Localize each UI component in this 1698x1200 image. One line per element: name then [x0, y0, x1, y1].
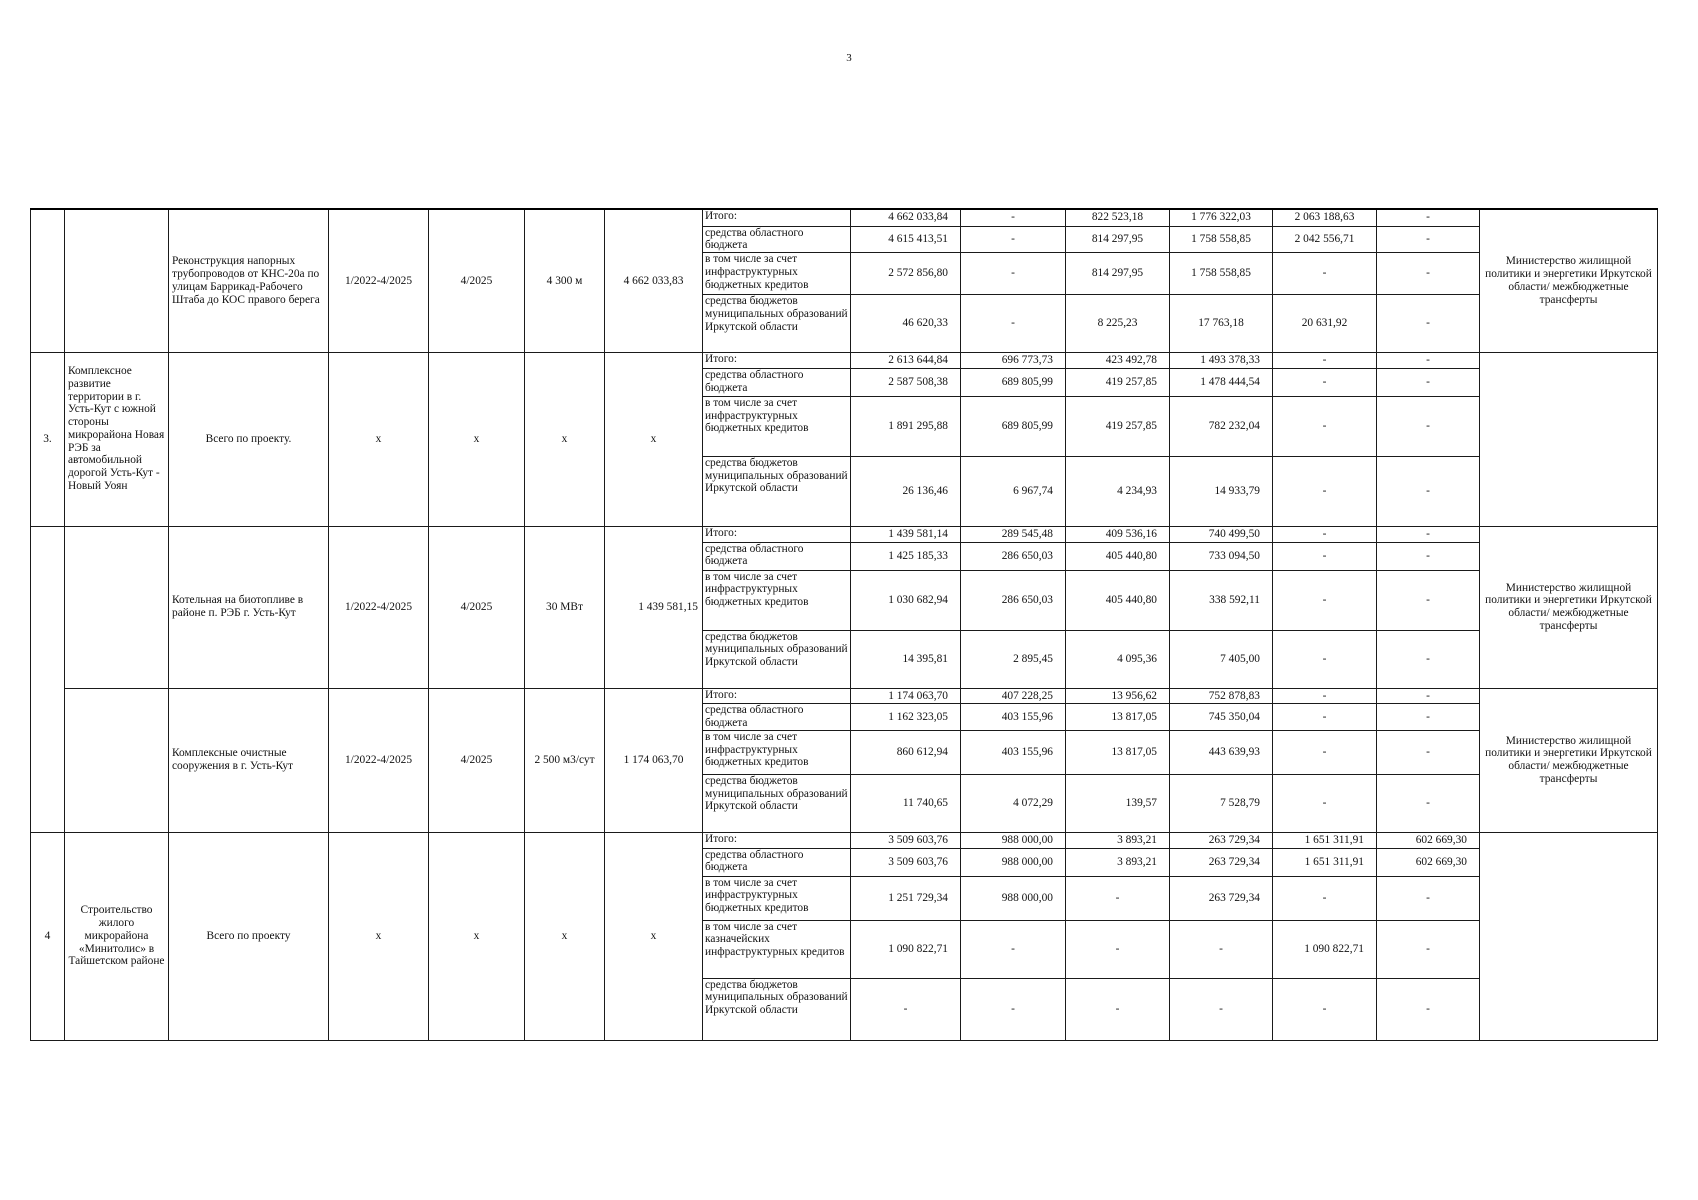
funding-source: средства бюджетов муниципальных образований Иркутской области	[703, 774, 851, 832]
amount-y5: -	[1377, 920, 1480, 978]
table-row	[31, 832, 1658, 848]
amount-y2: 13 817,05	[1066, 704, 1170, 731]
amount-total: 14 395,81	[851, 630, 961, 688]
period: 1/2022-4/2025	[329, 688, 429, 832]
amount-y5: -	[1377, 396, 1480, 456]
row-number: 3.	[31, 353, 65, 527]
amount-y5: -	[1377, 630, 1480, 688]
amount-y4: -	[1273, 688, 1377, 704]
amount-y4: -	[1273, 774, 1377, 832]
object-name: Всего по проекту	[169, 832, 329, 1040]
funding-source: в том числе за счет инфраструктурных бюджетных кредитов	[703, 570, 851, 630]
row-number: 4	[31, 832, 65, 1040]
amount-y3: 745 350,04	[1170, 704, 1273, 731]
amount-y1: -	[961, 978, 1066, 1040]
capacity: 30 МВт	[525, 526, 605, 688]
amount-y1: 2 895,45	[961, 630, 1066, 688]
amount-y3: 733 094,50	[1170, 542, 1273, 570]
amount-y5: -	[1377, 456, 1480, 526]
amount-y1: 988 000,00	[961, 876, 1066, 920]
amount-y3: 7 528,79	[1170, 774, 1273, 832]
amount-total: 2 587 508,38	[851, 368, 961, 396]
amount-y4: 20 631,92	[1273, 295, 1377, 353]
page-number: 3	[846, 52, 852, 64]
funding-source: средства бюджетов муниципальных образований Иркутской области	[703, 630, 851, 688]
amount-total: 2 572 856,80	[851, 253, 961, 295]
amount-y4: -	[1273, 978, 1377, 1040]
period: x	[329, 832, 429, 1040]
funding-source: средства областного бюджета	[703, 704, 851, 731]
row-number-cell	[31, 526, 65, 832]
amount-total: 3 509 603,76	[851, 832, 961, 848]
table-row	[31, 526, 1658, 542]
object-name: Котельная на биотопливе в районе п. РЭБ г. Усть-Кут	[169, 526, 329, 688]
amount-y3: 263 729,34	[1170, 848, 1273, 876]
period: 1/2022-4/2025	[329, 209, 429, 353]
amount-y3: 1 776 322,03	[1170, 209, 1273, 226]
amount-y1: 696 773,73	[961, 353, 1066, 369]
amount-y4: 1 651 311,91	[1273, 832, 1377, 848]
amount-y5: -	[1377, 570, 1480, 630]
funding-source: в том числе за счет инфраструктурных бюджетных кредитов	[703, 396, 851, 456]
funding-source: Итого:	[703, 832, 851, 848]
estimated-cost: x	[605, 353, 703, 527]
amount-y3: 752 878,83	[1170, 688, 1273, 704]
amount-y2: 814 297,95	[1066, 226, 1170, 253]
amount-y5: -	[1377, 730, 1480, 774]
amount-y2: -	[1066, 978, 1170, 1040]
amount-y5: 602 669,30	[1377, 848, 1480, 876]
amount-total: 1 030 682,94	[851, 570, 961, 630]
row-number-cell	[31, 209, 65, 353]
amount-y1: 689 805,99	[961, 368, 1066, 396]
responsible-ministry: Министерство жилищной политики и энергетики Иркутской области/ межбюджетные трансферты	[1480, 526, 1658, 688]
amount-y3: 338 592,11	[1170, 570, 1273, 630]
end-date: x	[429, 353, 525, 527]
end-date: 4/2025	[429, 209, 525, 353]
funding-source: средства бюджетов муниципальных образований Иркутской области	[703, 295, 851, 353]
amount-y1: 6 967,74	[961, 456, 1066, 526]
amount-y3: 1 493 378,33	[1170, 353, 1273, 369]
project-title: Строительство жилого микрорайона «Минитолис» в Тайшетском районе	[65, 832, 169, 1040]
amount-total: 1 439 581,14	[851, 526, 961, 542]
amount-y1: -	[961, 209, 1066, 226]
funding-source: в том числе за счет инфраструктурных бюджетных кредитов	[703, 253, 851, 295]
amount-y2: 4 095,36	[1066, 630, 1170, 688]
table-row	[31, 688, 1658, 704]
amount-y2: 423 492,78	[1066, 353, 1170, 369]
amount-y2: 3 893,21	[1066, 832, 1170, 848]
amount-total: 860 612,94	[851, 730, 961, 774]
object-name: Реконструкция напорных трубопроводов от КНС-20а по улицам Баррикад-Рабочего Штаба до КОС правого берега	[169, 209, 329, 353]
amount-y4: -	[1273, 542, 1377, 570]
amount-y2: 4 234,93	[1066, 456, 1170, 526]
amount-y2: 13 817,05	[1066, 730, 1170, 774]
amount-y2: 814 297,95	[1066, 253, 1170, 295]
amount-y4: -	[1273, 730, 1377, 774]
amount-y4: -	[1273, 253, 1377, 295]
project-cell	[65, 526, 169, 688]
amount-total: 1 425 185,33	[851, 542, 961, 570]
responsible-ministry: Министерство жилищной политики и энергетики Иркутской области/ межбюджетные трансферты	[1480, 209, 1658, 353]
estimated-cost: 1 174 063,70	[605, 688, 703, 832]
amount-y2: 405 440,80	[1066, 542, 1170, 570]
responsible-ministry-empty	[1480, 832, 1658, 1040]
amount-y5: -	[1377, 688, 1480, 704]
project-cell	[65, 688, 169, 832]
funding-source: в том числе за счет казначейских инфраструктурных кредитов	[703, 920, 851, 978]
amount-y4: 2 063 188,63	[1273, 209, 1377, 226]
funding-source: в том числе за счет инфраструктурных бюджетных кредитов	[703, 876, 851, 920]
amount-total: 1 174 063,70	[851, 688, 961, 704]
object-name: Комплексные очистные сооружения в г. Усть-Кут	[169, 688, 329, 832]
table-row	[31, 353, 1658, 369]
funding-source: средства областного бюджета	[703, 226, 851, 253]
amount-y3: -	[1170, 978, 1273, 1040]
capacity: 4 300 м	[525, 209, 605, 353]
amount-y5: -	[1377, 526, 1480, 542]
amount-y4: 1 651 311,91	[1273, 848, 1377, 876]
amount-y1: -	[961, 920, 1066, 978]
amount-y5: -	[1377, 704, 1480, 731]
amount-y5: -	[1377, 978, 1480, 1040]
responsible-ministry-empty	[1480, 353, 1658, 527]
amount-y4: -	[1273, 456, 1377, 526]
amount-y4: -	[1273, 876, 1377, 920]
estimated-cost: x	[605, 832, 703, 1040]
amount-total: 3 509 603,76	[851, 848, 961, 876]
funding-source: Итого:	[703, 353, 851, 369]
amount-y4: -	[1273, 570, 1377, 630]
funding-source: Итого:	[703, 688, 851, 704]
amount-y2: 822 523,18	[1066, 209, 1170, 226]
amount-y5: -	[1377, 295, 1480, 353]
responsible-ministry: Министерство жилищной политики и энергетики Иркутской области/ межбюджетные трансферты	[1480, 688, 1658, 832]
amount-total: 1 891 295,88	[851, 396, 961, 456]
amount-y4: -	[1273, 704, 1377, 731]
amount-y1: 988 000,00	[961, 832, 1066, 848]
funding-source: средства областного бюджета	[703, 848, 851, 876]
amount-y3: 1 478 444,54	[1170, 368, 1273, 396]
funding-source: Итого:	[703, 526, 851, 542]
amount-y5: -	[1377, 368, 1480, 396]
amount-y3: 263 729,34	[1170, 876, 1273, 920]
amount-y1: 286 650,03	[961, 542, 1066, 570]
funding-source: средства областного бюджета	[703, 368, 851, 396]
amount-total: 11 740,65	[851, 774, 961, 832]
amount-y1: 988 000,00	[961, 848, 1066, 876]
amount-y3: 14 933,79	[1170, 456, 1273, 526]
end-date: x	[429, 832, 525, 1040]
capacity: x	[525, 353, 605, 527]
amount-y5: -	[1377, 226, 1480, 253]
project-cell	[65, 209, 169, 353]
funding-source: средства бюджетов муниципальных образований Иркутской области	[703, 456, 851, 526]
amount-total: 46 620,33	[851, 295, 961, 353]
amount-y4: -	[1273, 630, 1377, 688]
estimated-cost: 4 662 033,83	[605, 209, 703, 353]
amount-y3: 740 499,50	[1170, 526, 1273, 542]
amount-y2: -	[1066, 920, 1170, 978]
period: 1/2022-4/2025	[329, 526, 429, 688]
amount-y1: 407 228,25	[961, 688, 1066, 704]
amount-y4: -	[1273, 396, 1377, 456]
amount-total: 1 251 729,34	[851, 876, 961, 920]
amount-y3: 17 763,18	[1170, 295, 1273, 353]
amount-y2: -	[1066, 876, 1170, 920]
end-date: 4/2025	[429, 688, 525, 832]
capacity: x	[525, 832, 605, 1040]
funding-source: в том числе за счет инфраструктурных бюджетных кредитов	[703, 730, 851, 774]
amount-y4: -	[1273, 353, 1377, 369]
amount-y2: 405 440,80	[1066, 570, 1170, 630]
amount-y5: -	[1377, 253, 1480, 295]
amount-y4: -	[1273, 368, 1377, 396]
amount-y1: -	[961, 295, 1066, 353]
object-name: Всего по проекту.	[169, 353, 329, 527]
amount-total: 1 090 822,71	[851, 920, 961, 978]
amount-y2: 3 893,21	[1066, 848, 1170, 876]
amount-y2: 419 257,85	[1066, 368, 1170, 396]
funding-source: средства бюджетов муниципальных образований Иркутской области	[703, 978, 851, 1040]
funding-source: Итого:	[703, 209, 851, 226]
amount-y5: 602 669,30	[1377, 832, 1480, 848]
amount-y2: 409 536,16	[1066, 526, 1170, 542]
estimated-cost: 1 439 581,15	[605, 526, 703, 688]
financing-table	[30, 208, 1658, 1041]
amount-y1: 286 650,03	[961, 570, 1066, 630]
amount-y3: 443 639,93	[1170, 730, 1273, 774]
funding-source: средства областного бюджета	[703, 542, 851, 570]
amount-y2: 139,57	[1066, 774, 1170, 832]
amount-y4: 2 042 556,71	[1273, 226, 1377, 253]
amount-y3: -	[1170, 920, 1273, 978]
amount-total: 4 662 033,84	[851, 209, 961, 226]
amount-total: 2 613 644,84	[851, 353, 961, 369]
amount-total: 1 162 323,05	[851, 704, 961, 731]
amount-y5: -	[1377, 353, 1480, 369]
amount-y2: 8 225,23	[1066, 295, 1170, 353]
amount-y5: -	[1377, 876, 1480, 920]
amount-y3: 782 232,04	[1170, 396, 1273, 456]
amount-y1: 289 545,48	[961, 526, 1066, 542]
table-row	[31, 209, 1658, 226]
amount-y3: 1 758 558,85	[1170, 226, 1273, 253]
amount-y1: 4 072,29	[961, 774, 1066, 832]
amount-y3: 263 729,34	[1170, 832, 1273, 848]
amount-y5: -	[1377, 542, 1480, 570]
amount-y2: 419 257,85	[1066, 396, 1170, 456]
amount-total: 26 136,46	[851, 456, 961, 526]
amount-total: 4 615 413,51	[851, 226, 961, 253]
amount-y2: 13 956,62	[1066, 688, 1170, 704]
amount-y1: -	[961, 226, 1066, 253]
amount-y5: -	[1377, 209, 1480, 226]
period: x	[329, 353, 429, 527]
amount-y4: -	[1273, 526, 1377, 542]
amount-y1: 403 155,96	[961, 704, 1066, 731]
capacity: 2 500 м3/сут	[525, 688, 605, 832]
amount-y3: 1 758 558,85	[1170, 253, 1273, 295]
amount-y1: -	[961, 253, 1066, 295]
amount-y4: 1 090 822,71	[1273, 920, 1377, 978]
amount-y5: -	[1377, 774, 1480, 832]
amount-total: -	[851, 978, 961, 1040]
amount-y1: 403 155,96	[961, 730, 1066, 774]
amount-y1: 689 805,99	[961, 396, 1066, 456]
amount-y3: 7 405,00	[1170, 630, 1273, 688]
end-date: 4/2025	[429, 526, 525, 688]
project-title: Комплексное развитие территории в г. Усть-Кут с южной стороны микрорайона Новая РЭБ за автомобильной дорогой Усть-Кут - Новый Уоян	[65, 353, 169, 527]
